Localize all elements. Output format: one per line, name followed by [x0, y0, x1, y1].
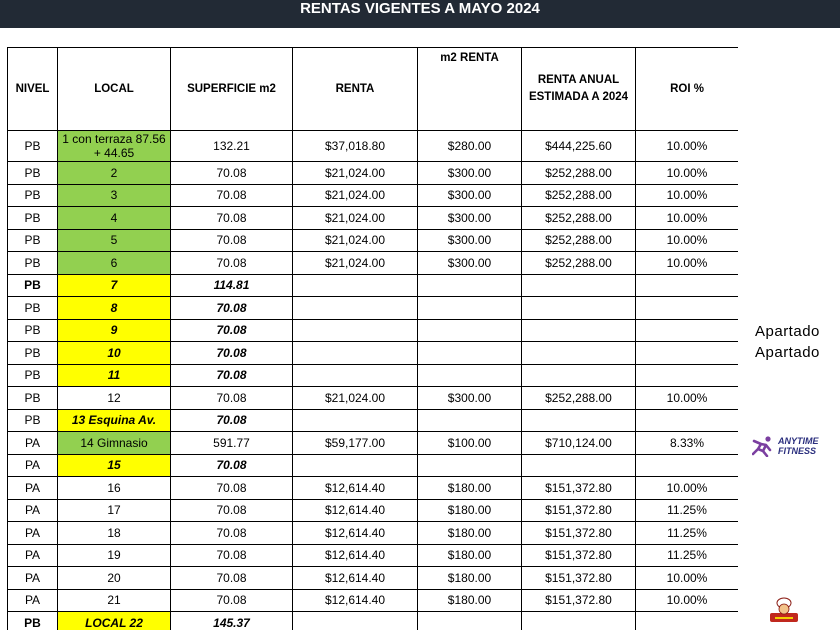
- cell-superficie: 70.08: [171, 567, 293, 590]
- cell-local: 16: [58, 477, 171, 500]
- cell-superficie: 70.08: [171, 544, 293, 567]
- cell-local: 4: [58, 207, 171, 230]
- table-row: [8, 544, 739, 567]
- cell-roi: [636, 297, 739, 320]
- col-header-renta: RENTA: [293, 48, 418, 131]
- cell-renta: $12,614.40: [293, 589, 418, 612]
- cell-anual: [522, 409, 636, 432]
- cell-renta: [293, 454, 418, 477]
- cell-m2renta: $180.00: [418, 589, 522, 612]
- table-row: [8, 297, 739, 320]
- col-header-nivel: NIVEL: [8, 48, 58, 131]
- cell-anual: [522, 612, 636, 630]
- cell-superficie: 70.08: [171, 409, 293, 432]
- cell-m2renta: [418, 409, 522, 432]
- cell-nivel: PA: [8, 477, 58, 500]
- cell-anual: $252,288.00: [522, 252, 636, 275]
- cell-superficie: 70.08: [171, 387, 293, 410]
- cell-local: 3: [58, 184, 171, 207]
- col-header-superficie: SUPERFICIE m2: [171, 48, 293, 131]
- cell-anual: $252,288.00: [522, 184, 636, 207]
- cell-anual: $710,124.00: [522, 432, 636, 455]
- cell-roi: 10.00%: [636, 567, 739, 590]
- cell-roi: 11.25%: [636, 544, 739, 567]
- cell-anual: [522, 319, 636, 342]
- cell-roi: [636, 274, 739, 297]
- cell-nivel: PB: [8, 342, 58, 365]
- cell-roi: 10.00%: [636, 387, 739, 410]
- cell-m2renta: [418, 342, 522, 365]
- cell-renta: $21,024.00: [293, 162, 418, 185]
- cell-local: 2: [58, 162, 171, 185]
- cell-roi: 11.25%: [636, 499, 739, 522]
- cell-superficie: 70.08: [171, 499, 293, 522]
- cell-renta: $21,024.00: [293, 387, 418, 410]
- cell-renta: $21,024.00: [293, 207, 418, 230]
- cell-local: 20: [58, 567, 171, 590]
- cell-superficie: 70.08: [171, 207, 293, 230]
- cell-local: 15: [58, 454, 171, 477]
- table-row: [8, 409, 739, 432]
- cell-local: 11: [58, 364, 171, 387]
- side-note-apartado-1: Apartado: [755, 323, 820, 340]
- cell-renta: $21,024.00: [293, 229, 418, 252]
- table-row: [8, 207, 739, 230]
- cell-renta: $12,614.40: [293, 522, 418, 545]
- cell-m2renta: $100.00: [418, 432, 522, 455]
- table-row: [8, 589, 739, 612]
- rent-table: [7, 47, 738, 630]
- table-row: [8, 522, 739, 545]
- cell-local: 14 Gimnasio: [58, 432, 171, 455]
- cell-m2renta: $300.00: [418, 252, 522, 275]
- cell-m2renta: $180.00: [418, 477, 522, 500]
- cell-local: 6: [58, 252, 171, 275]
- cell-anual: $151,372.80: [522, 522, 636, 545]
- cell-m2renta: $180.00: [418, 567, 522, 590]
- cell-m2renta: $300.00: [418, 162, 522, 185]
- cell-roi: 8.33%: [636, 432, 739, 455]
- cell-anual: $151,372.80: [522, 477, 636, 500]
- table-row: [8, 454, 739, 477]
- cell-anual: $444,225.60: [522, 131, 636, 162]
- table-row: [8, 342, 739, 365]
- cell-m2renta: [418, 274, 522, 297]
- cell-m2renta: [418, 612, 522, 630]
- cell-local: 13 Esquina Av.: [58, 409, 171, 432]
- table-row: [8, 432, 739, 455]
- cell-anual: [522, 342, 636, 365]
- chef-badge-icon: [769, 596, 799, 626]
- cell-local: 21: [58, 589, 171, 612]
- cell-renta: $12,614.40: [293, 499, 418, 522]
- cell-roi: [636, 454, 739, 477]
- table-row: [8, 364, 739, 387]
- cell-superficie: 70.08: [171, 319, 293, 342]
- col-header-m2-renta: m2 RENTA: [418, 48, 522, 131]
- table-row: [8, 184, 739, 207]
- col-header-renta-anual: RENTA ANUAL ESTIMADA A 2024: [522, 48, 636, 131]
- cell-nivel: PB: [8, 319, 58, 342]
- cell-anual: $252,288.00: [522, 387, 636, 410]
- cell-nivel: PB: [8, 612, 58, 630]
- cell-nivel: PA: [8, 544, 58, 567]
- table-row: [8, 162, 739, 185]
- cell-m2renta: $300.00: [418, 207, 522, 230]
- cell-m2renta: $180.00: [418, 544, 522, 567]
- cell-roi: 10.00%: [636, 162, 739, 185]
- cell-roi: 10.00%: [636, 207, 739, 230]
- cell-renta: [293, 409, 418, 432]
- page-header: [0, 0, 840, 28]
- cell-nivel: PB: [8, 387, 58, 410]
- cell-renta: [293, 319, 418, 342]
- cell-m2renta: $300.00: [418, 387, 522, 410]
- table-body: [8, 131, 739, 630]
- cell-superficie: 114.81: [171, 274, 293, 297]
- table-row: [8, 612, 739, 630]
- cell-anual: $252,288.00: [522, 207, 636, 230]
- cell-anual: [522, 364, 636, 387]
- cell-nivel: PA: [8, 499, 58, 522]
- cell-roi: 11.25%: [636, 522, 739, 545]
- cell-superficie: 70.08: [171, 454, 293, 477]
- cell-nivel: PB: [8, 274, 58, 297]
- cell-nivel: PB: [8, 131, 58, 162]
- cell-roi: 10.00%: [636, 131, 739, 162]
- cell-nivel: PB: [8, 252, 58, 275]
- cell-nivel: PB: [8, 409, 58, 432]
- cell-roi: 10.00%: [636, 184, 739, 207]
- cell-renta: $12,614.40: [293, 567, 418, 590]
- table-row: [8, 252, 739, 275]
- cell-local: 18: [58, 522, 171, 545]
- cell-nivel: PB: [8, 207, 58, 230]
- cell-roi: [636, 364, 739, 387]
- cell-m2renta: [418, 364, 522, 387]
- cell-superficie: 145.37: [171, 612, 293, 630]
- col-header-local: LOCAL: [58, 48, 171, 131]
- cell-superficie: 70.08: [171, 342, 293, 365]
- table-row: [8, 477, 739, 500]
- cell-anual: $151,372.80: [522, 499, 636, 522]
- cell-anual: [522, 274, 636, 297]
- cell-nivel: PA: [8, 522, 58, 545]
- table-row: [8, 387, 739, 410]
- cell-renta: $12,614.40: [293, 544, 418, 567]
- cell-nivel: PB: [8, 162, 58, 185]
- cell-nivel: PB: [8, 364, 58, 387]
- cell-local: 19: [58, 544, 171, 567]
- logo-line-1: ANYTIME: [778, 436, 819, 446]
- cell-roi: [636, 342, 739, 365]
- cell-superficie: 591.77: [171, 432, 293, 455]
- col-header-roi: ROI %: [636, 48, 739, 131]
- table-row: [8, 567, 739, 590]
- table-row: [8, 131, 739, 162]
- cell-local: 12: [58, 387, 171, 410]
- cell-renta: [293, 297, 418, 320]
- table-row: [8, 229, 739, 252]
- cell-local: 5: [58, 229, 171, 252]
- cell-local: 1 con terraza 87.56 + 44.65: [58, 131, 171, 162]
- cell-nivel: PB: [8, 229, 58, 252]
- cell-m2renta: $180.00: [418, 522, 522, 545]
- cell-nivel: PA: [8, 454, 58, 477]
- cell-m2renta: $300.00: [418, 184, 522, 207]
- cell-local: 17: [58, 499, 171, 522]
- cell-nivel: PA: [8, 432, 58, 455]
- cell-renta: [293, 364, 418, 387]
- logo-line-2: FITNESS: [778, 446, 817, 456]
- cell-nivel: PB: [8, 297, 58, 320]
- table-header-row: [8, 48, 739, 131]
- cell-anual: [522, 454, 636, 477]
- cell-roi: [636, 612, 739, 630]
- cell-local: 8: [58, 297, 171, 320]
- cell-renta: $21,024.00: [293, 252, 418, 275]
- cell-m2renta: $280.00: [418, 131, 522, 162]
- side-note-apartado-2: Apartado: [755, 344, 820, 361]
- page-title: RENTAS VIGENTES A MAYO 2024: [300, 0, 540, 17]
- cell-superficie: 132.21: [171, 131, 293, 162]
- cell-superficie: 70.08: [171, 364, 293, 387]
- cell-renta: [293, 342, 418, 365]
- cell-roi: 10.00%: [636, 477, 739, 500]
- cell-superficie: 70.08: [171, 589, 293, 612]
- cell-roi: [636, 319, 739, 342]
- cell-anual: $151,372.80: [522, 589, 636, 612]
- cell-renta: $21,024.00: [293, 184, 418, 207]
- cell-m2renta: $300.00: [418, 229, 522, 252]
- cell-superficie: 70.08: [171, 477, 293, 500]
- cell-superficie: 70.08: [171, 229, 293, 252]
- cell-local: 7: [58, 274, 171, 297]
- cell-m2renta: [418, 319, 522, 342]
- cell-superficie: 70.08: [171, 252, 293, 275]
- cell-superficie: 70.08: [171, 184, 293, 207]
- cell-local: 9: [58, 319, 171, 342]
- cell-anual: $252,288.00: [522, 229, 636, 252]
- cell-m2renta: [418, 297, 522, 320]
- cell-local: LOCAL 22: [58, 612, 171, 630]
- cell-nivel: PA: [8, 589, 58, 612]
- cell-anual: [522, 297, 636, 320]
- cell-nivel: PB: [8, 184, 58, 207]
- cell-roi: 10.00%: [636, 589, 739, 612]
- cell-superficie: 70.08: [171, 162, 293, 185]
- cell-roi: [636, 409, 739, 432]
- cell-renta: $37,018.80: [293, 131, 418, 162]
- cell-anual: $151,372.80: [522, 544, 636, 567]
- cell-m2renta: [418, 454, 522, 477]
- cell-superficie: 70.08: [171, 297, 293, 320]
- cell-roi: 10.00%: [636, 229, 739, 252]
- cell-renta: $12,614.40: [293, 477, 418, 500]
- table-row: [8, 499, 739, 522]
- cell-renta: [293, 612, 418, 630]
- cell-nivel: PA: [8, 567, 58, 590]
- cell-superficie: 70.08: [171, 522, 293, 545]
- cell-renta: $59,177.00: [293, 432, 418, 455]
- cell-anual: $252,288.00: [522, 162, 636, 185]
- table-row: [8, 274, 739, 297]
- cell-anual: $151,372.80: [522, 567, 636, 590]
- cell-roi: 10.00%: [636, 252, 739, 275]
- cell-m2renta: $180.00: [418, 499, 522, 522]
- table-row: [8, 319, 739, 342]
- cell-renta: [293, 274, 418, 297]
- rent-table-container: [7, 47, 738, 630]
- cell-local: 10: [58, 342, 171, 365]
- anytime-fitness-logo: [752, 435, 838, 457]
- running-man-icon: [752, 435, 776, 457]
